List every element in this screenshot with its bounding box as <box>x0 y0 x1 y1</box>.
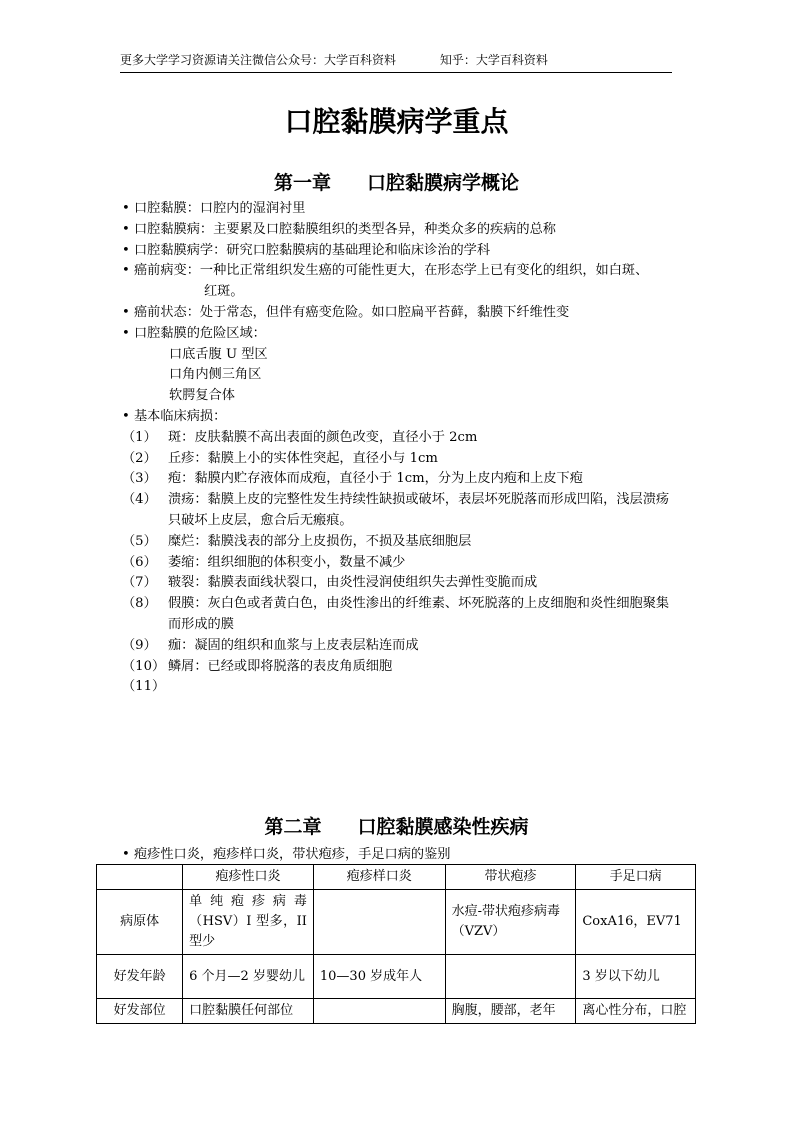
definition-term: 口腔黏膜： <box>133 201 200 216</box>
table-row <box>97 999 696 1024</box>
definition-term: 癌前病变： <box>133 263 200 279</box>
lesion-item <box>122 469 677 490</box>
table-cell: 口腔黏膜任何部位 <box>183 999 314 1024</box>
row-header: 病原体 <box>97 890 183 955</box>
row-header: 好发部位 <box>97 999 183 1024</box>
table-cell <box>445 955 576 999</box>
definition-item <box>122 261 677 282</box>
lesion-number: （8） <box>122 596 157 612</box>
table-cell: 3 岁以下幼儿 <box>576 955 696 999</box>
header-wechat-text: 更多大学学习资源请关注微信公众号：大学百科资料 <box>120 53 397 67</box>
lesion-number: （1） <box>122 429 157 445</box>
table-header-cell <box>97 865 183 890</box>
table-cell: CoxA16，EV71 <box>576 890 696 955</box>
lesion-item <box>122 677 677 698</box>
lesions-heading: • 基本临床病损： <box>122 408 227 424</box>
definition-term: 口腔黏膜病： <box>133 221 214 237</box>
table-cell: 胸腹，腰部，老年 <box>445 999 576 1024</box>
chapter-1-number: 第一章 <box>273 172 331 194</box>
lesion-item <box>122 490 677 532</box>
definition-item <box>122 324 677 345</box>
lesion-number: （5） <box>122 533 157 549</box>
bullet: • <box>122 242 130 258</box>
lesion-item <box>122 428 677 449</box>
document-title: 口腔黏膜病学重点 <box>284 105 509 138</box>
table-header-cell: 带状疱疹 <box>445 865 576 890</box>
definition-item <box>122 303 677 324</box>
lesion-text: 斑：皮肤黏膜不高出表面的颜色改变，直径小于 2cm <box>168 429 478 445</box>
table-cell: 单纯疱疹病毒（HSV）I 型多，II 型少 <box>183 890 314 955</box>
definition-text: 处于常态，但伴有癌变危险。如口腔扁平苔藓，黏膜下纤维性变 <box>199 304 570 320</box>
chapter-2-name: 口腔黏膜感染性疾病 <box>357 816 529 838</box>
lesion-text: 鳞屑：已经或即将脱落的表皮角质细胞 <box>168 658 393 674</box>
table-cell: 离心性分布，口腔 <box>576 999 696 1024</box>
lesion-text <box>168 677 677 698</box>
lesion-item <box>122 594 677 636</box>
danger-zone-item: 口角内侧三角区 <box>169 367 262 383</box>
lesion-item <box>122 553 677 574</box>
lesion-number: （10） <box>122 658 166 674</box>
table-cell <box>313 890 445 955</box>
lesion-text: 糜烂：黏膜浅表的部分上皮损伤，不损及基底细胞层 <box>168 533 472 549</box>
definition-item <box>122 220 677 241</box>
lesion-text: 痂：凝固的组织和血浆与上皮表层粘连而成 <box>168 637 419 653</box>
bullet: • <box>122 201 130 216</box>
table-cell: 6 个月—2 岁婴幼儿 <box>183 955 314 999</box>
bullet: • <box>122 304 130 320</box>
lesion-number: （3） <box>122 471 157 487</box>
lesion-number: （9） <box>122 637 157 653</box>
lesion-item <box>122 573 677 594</box>
bullet: • <box>122 221 130 237</box>
definition-text: 一种比正常组织发生癌的可能性更大，在形态学上已有变化的组织，如白斑、 <box>199 263 649 279</box>
lesion-text: 丘疹：黏膜上小的实体性突起，直径小与 1cm <box>168 450 438 466</box>
lesion-text: 疱：黏膜内贮存液体而成疱，直径小于 1cm，分为上皮内疱和上皮下疱 <box>168 471 583 487</box>
chapter-2-intro: • 疱疹性口炎，疱疹样口炎，带状疱疹，手足口病的鉴别 <box>122 847 451 862</box>
danger-zone-item: 软腭复合体 <box>169 388 235 404</box>
lesion-text: 溃疡：黏膜上皮的完整性发生持续性缺损或破坏，表层坏死脱落而形成凹陷，浅层溃疡只破坏上皮层，愈合后无瘢痕。 <box>168 492 670 528</box>
definition-term: 癌前状态： <box>133 304 200 320</box>
row-header: 好发年龄 <box>97 955 183 999</box>
table-header-row <box>97 865 696 890</box>
lesion-item <box>122 449 677 470</box>
comparison-table <box>96 864 696 1024</box>
lesion-text: 皲裂：黏膜表面线状裂口，由炎性浸润使组织失去弹性变脆而成 <box>168 575 538 591</box>
definition-term: 口腔黏膜的危险区域： <box>133 325 266 341</box>
bullet: • <box>122 263 130 279</box>
header-zhihu-text: 知乎：大学百科资料 <box>439 53 548 67</box>
lesion-number: （11） <box>122 679 166 695</box>
definition-item <box>122 241 677 262</box>
lesion-item <box>122 532 677 553</box>
lesion-number: （7） <box>122 575 157 591</box>
table-cell: 10—30 岁成年人 <box>313 955 445 999</box>
table-header-cell: 疱疹样口炎 <box>313 865 445 890</box>
definition-item <box>122 199 677 220</box>
lesion-item <box>122 657 677 678</box>
chapter-2-heading <box>0 812 793 839</box>
table-cell <box>313 999 445 1024</box>
page-header <box>120 52 672 73</box>
chapter-1-content <box>122 199 677 698</box>
lesion-text: 萎缩：组织细胞的体积变小，数量不减少 <box>168 554 406 570</box>
table-header-cell: 手足口病 <box>576 865 696 890</box>
definition-term: 口腔黏膜病学： <box>133 242 227 258</box>
table-header-cell: 疱疹性口炎 <box>183 865 314 890</box>
lesion-number: （2） <box>122 450 157 466</box>
chapter-1-heading <box>0 168 793 195</box>
definition-text: 研究口腔黏膜病的基础理论和临床诊治的学科 <box>226 242 491 258</box>
table-row <box>97 955 696 999</box>
table-row <box>97 890 696 955</box>
definition-text: 主要累及口腔黏膜组织的类型各异，种类众多的疾病的总称 <box>213 221 556 237</box>
chapter-1-name: 口腔黏膜病学概论 <box>367 172 520 194</box>
table-cell: 水痘-带状疱疹病毒（VZV） <box>445 890 576 955</box>
danger-zone-item: 口底舌腹 U 型区 <box>169 346 268 362</box>
lesion-number: （6） <box>122 554 157 570</box>
chapter-2-number: 第二章 <box>264 816 322 838</box>
lesion-item <box>122 636 677 657</box>
definition-continuation: 红斑。 <box>204 284 244 300</box>
definition-text: 口腔内的湿润衬里 <box>199 201 306 216</box>
bullet: • <box>122 325 130 341</box>
lesion-text: 假膜：灰白色或者黄白色，由炎性渗出的纤维素、坏死脱落的上皮细胞和炎性细胞聚集而形成的膜 <box>168 596 670 632</box>
lesion-number: （4） <box>122 492 157 508</box>
